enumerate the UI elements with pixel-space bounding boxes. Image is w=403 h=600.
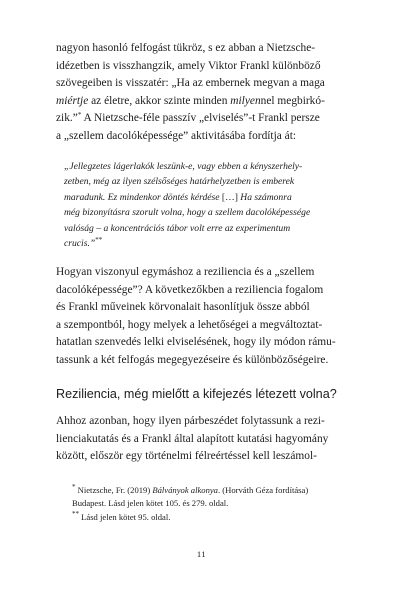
footnote-2 — [56, 511, 348, 525]
footnote-1-translator: . (Horváth Géza fordítása) — [217, 484, 309, 495]
footnote-1-text: Nietzsche, Fr. (2019) — [75, 484, 153, 495]
para3-line2: lienciakutatás és a Frankl által alapított kutatási hagyomány — [56, 432, 329, 445]
para2-line2: dacolóképessége”? A következőkben a reziliencia fogalom — [56, 283, 324, 296]
block-quote — [64, 159, 340, 251]
footnote-2-mark: ** — [72, 509, 79, 518]
paragraph-question — [56, 264, 348, 369]
para1-line1: nagyon hasonló felfogást tükröz, s ez abban a Nietzsche- — [56, 42, 316, 54]
quote-line1: „Jellegzetes lágerlakók leszünk-e, vagy ebben a kényszerhely- — [64, 161, 303, 172]
para3-line3: között, először egy történelmi félreértéssel kell leszámol- — [56, 450, 317, 463]
paragraph-intro — [56, 40, 348, 145]
para1-italic-mierje: miértje — [56, 94, 89, 107]
para2-line4: a szempontból, hogy melyek a lehetőségei a megváltoztat- — [56, 318, 323, 331]
para1-line6: a „szellem dacolóképessége” aktivitásába fordítja át: — [56, 129, 297, 142]
para1-line4-end: nel megbirkó- — [260, 94, 325, 107]
para3-line1: Ahhoz azonban, hogy ilyen párbeszédet folytassunk a rezi- — [56, 415, 325, 428]
quote-line5: valóság – a koncentrációs tábor volt erre az experimentum — [64, 222, 291, 234]
quote-line3-end: Ha számonra — [237, 191, 292, 203]
paragraph-section — [56, 413, 348, 466]
para2-line5: hatatlan szenvedés lelki elviselésének, hogy ily módon rámu- — [56, 336, 336, 349]
footnote-1-mark: * — [72, 482, 76, 491]
footnote-ref-1: * — [77, 111, 82, 119]
section-heading: Reziliencia, még mielőtt a kifejezés létezett volna? — [56, 387, 337, 402]
quote-line6: crucis.” — [64, 238, 96, 250]
para2-line3: és Frankl műveinek körvonalait hasonlítjuk össze abból — [56, 301, 310, 314]
quote-line4: még bizonyításra szorult volna, hogy a szellem dacolóképessége — [64, 207, 311, 219]
para1-line5: zik.” — [56, 112, 78, 124]
page-number: 11 — [196, 549, 207, 559]
quote-line2: zetben, még az ilyen szélsőséges határhelyzetben is emberek — [64, 176, 295, 188]
para1-line5-rest: A Nietzsche-féle passzív „elviselés”-t Frankl persze — [81, 112, 320, 124]
para1-line3: szövegeiben is visszatér: „Ha az embernek megvan a maga — [56, 77, 325, 89]
para2-line1: Hogyan viszonyul egymáshoz a reziliencia és a „szellem — [56, 266, 315, 279]
footnotes — [56, 484, 348, 525]
para1-italic-milyen: milyen — [230, 94, 261, 107]
para1-line4: az életre, akkor szinte minden — [88, 94, 231, 107]
para2-line6: tassunk a két felfogás megegyezéseire és különbözőségeire. — [56, 353, 329, 366]
footnote-1 — [56, 484, 348, 511]
footnote-1-line2: Budapest. Lásd jelen kötet 105. és 279. oldal. — [72, 498, 229, 509]
quote-line3: maradunk. Ez mindenkor döntés kérdése — [64, 191, 222, 203]
quote-ellipsis: […] — [221, 191, 238, 203]
book-page — [56, 40, 348, 524]
para1-line2: idézetben is visszhangzik, amely Viktor Frankl különböző — [56, 59, 321, 72]
footnote-2-text: Lásd jelen kötet 95. oldal. — [79, 511, 171, 522]
footnote-1-title: Bálványok alkonya — [152, 484, 218, 495]
footnote-ref-2: ** — [95, 236, 103, 245]
